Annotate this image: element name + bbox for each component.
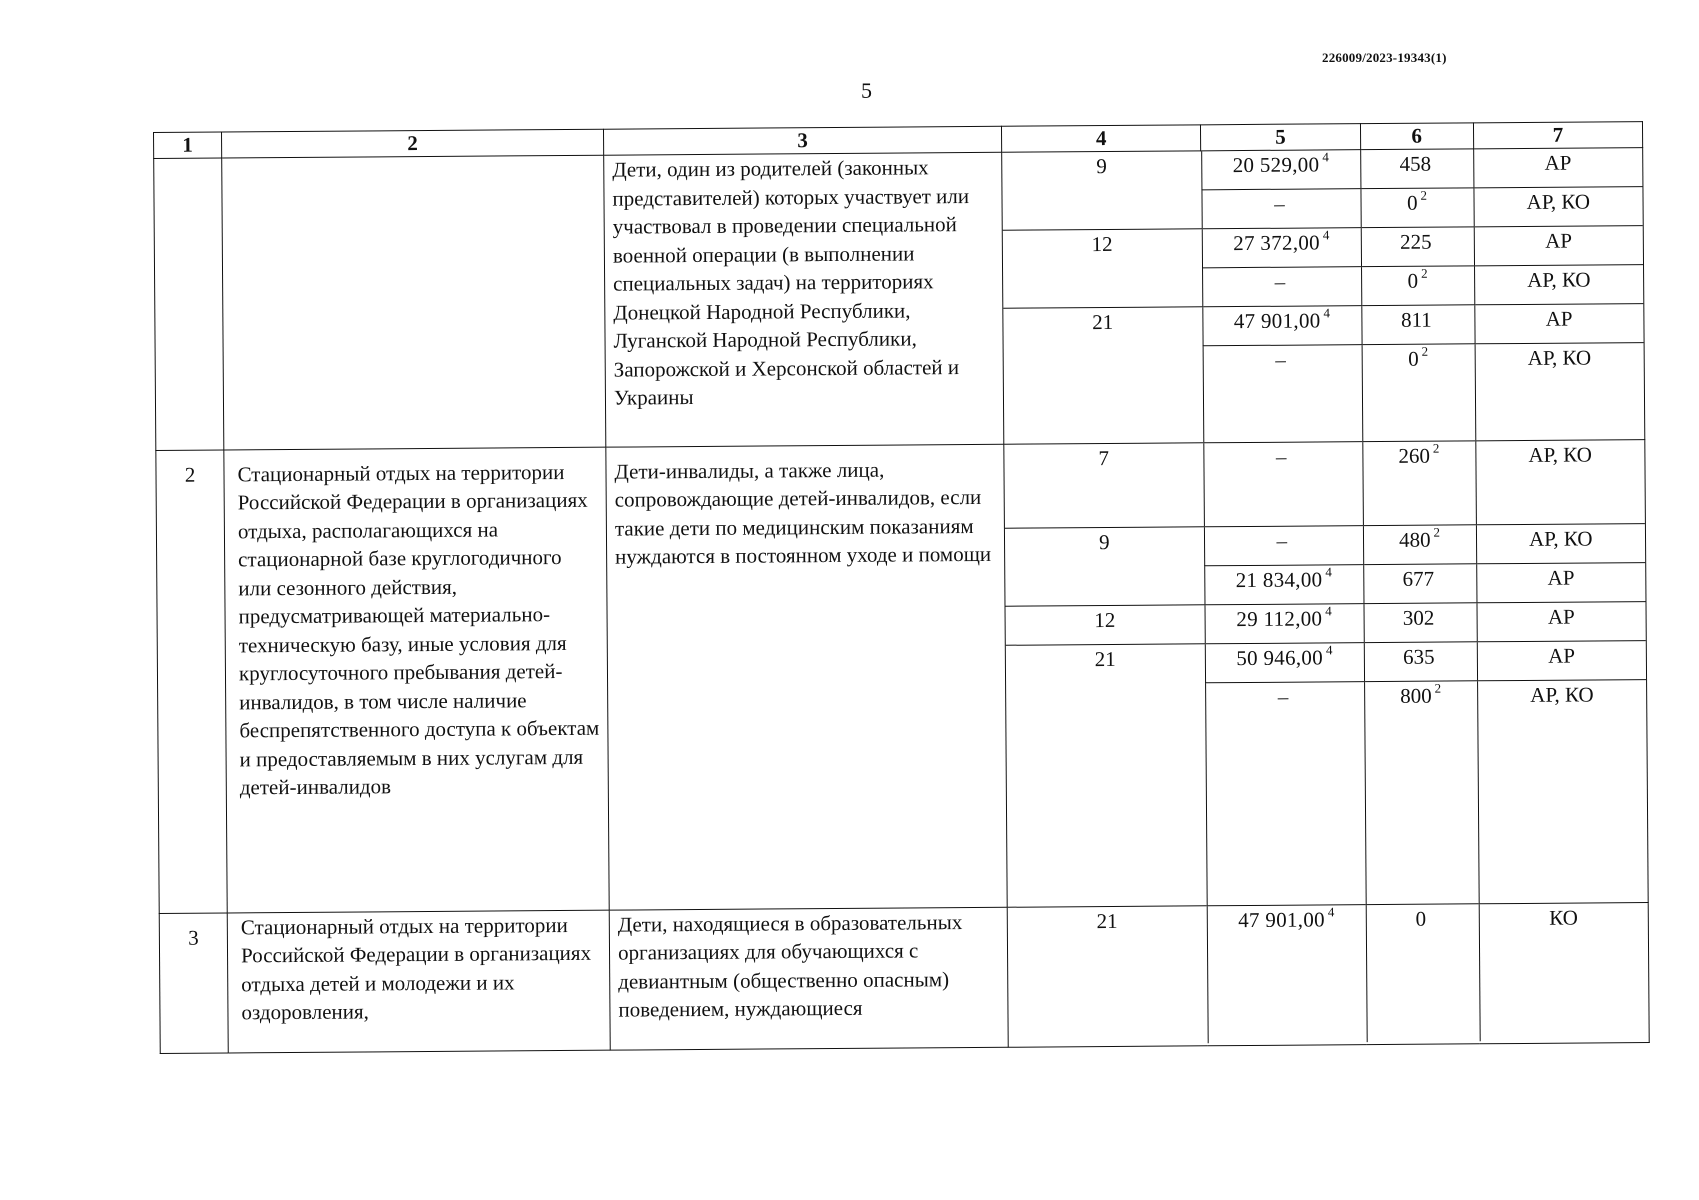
- sub-row: [1002, 187, 1642, 231]
- column-header: 3: [603, 126, 1001, 155]
- sub-row: [1004, 440, 1645, 529]
- sub-row: [1003, 265, 1643, 309]
- data-table: [153, 121, 1650, 1053]
- price-cell: –: [1203, 442, 1363, 527]
- days-cell: 9: [1098, 529, 1110, 555]
- service-type: Стационарный отдых на территории Российской Федерации в организациях отдыха, располагающихся на стационарной базе круглогодичного или сезонного действия, предусматривающей материально-техническую базу, иные условия для круглосуточного пребывания детей-инвалидов, в том числе наличие беспрепятственного доступа к объектам и предоставляемым в них услугам для детей-инвалидов: [224, 447, 609, 913]
- source-cell: АР, КО: [1473, 187, 1642, 227]
- sub-row: [1005, 524, 1645, 568]
- days-cell: [1003, 268, 1202, 308]
- table-row: [154, 148, 1645, 450]
- source-cell: АР, КО: [1476, 524, 1645, 564]
- price-cell: 47 901,00 $^4$: [1207, 905, 1367, 1043]
- days-cell: [1002, 190, 1201, 230]
- row-number: 3: [159, 912, 228, 1052]
- sub-row: [1002, 148, 1642, 191]
- source-cell: АР, КО: [1474, 265, 1643, 305]
- column-header: 7: [1473, 122, 1642, 149]
- price-cell: 50 946,00 $^4$: [1205, 643, 1364, 683]
- qty-cell: 800 $^2$: [1364, 681, 1479, 904]
- days-cell: 21: [1094, 646, 1116, 672]
- page-number: 5: [861, 78, 872, 103]
- price-cell: 27 372,00 $^4$: [1202, 228, 1361, 268]
- qty-cell: 302: [1363, 603, 1476, 643]
- days-cell: [1004, 346, 1204, 443]
- table-row: [159, 902, 1649, 1053]
- qty-cell: 0 $^2$: [1360, 188, 1473, 228]
- column-header: 5: [1201, 124, 1360, 151]
- recipient-category: Дети-инвалиды, а также лица, сопровождающие детей-инвалидов, если такие дети по медицинским показаниям нуждаются в постоянном уходе и помощи: [606, 444, 1007, 910]
- sub-row: [1006, 641, 1646, 685]
- qty-cell: 225: [1361, 227, 1474, 267]
- days-cell: 9: [1096, 154, 1107, 179]
- sub-row: [1003, 304, 1643, 348]
- qty-cell: 635: [1364, 642, 1477, 682]
- price-cell: 21 834,00 $^4$: [1204, 565, 1363, 605]
- source-cell: АР, КО: [1475, 440, 1645, 525]
- source-cell: АР: [1476, 602, 1645, 642]
- column-header: 4: [1001, 125, 1200, 152]
- source-cell: АР, КО: [1475, 343, 1645, 440]
- table-row: [156, 439, 1648, 913]
- sub-row: [1005, 602, 1645, 646]
- column-header: 1: [154, 132, 222, 158]
- recipient-category: Дети, находящиеся в образовательных организациях для обучающихся с девиантным (общественно опасным) поведением, нуждающиеся: [609, 907, 1008, 1050]
- qty-cell: 458: [1360, 149, 1473, 188]
- price-cell: –: [1205, 682, 1366, 905]
- qty-cell: 811: [1361, 305, 1474, 345]
- price-cell: –: [1204, 526, 1363, 566]
- sub-rows: [1007, 902, 1649, 1047]
- recipient-category: Дети, один из родителей (законных представителей) которых участвует или участвовал в проведении специальной военной операции (в выполнении специальных задач) на территориях Донецкой Народной Республики, Луганской Народной Республики, Запорожской и Херсонской областей и Украины: [604, 152, 1004, 446]
- column-header: 2: [222, 129, 604, 158]
- qty-cell: 677: [1363, 564, 1476, 604]
- days-cell: 21: [1096, 908, 1118, 933]
- sub-rows: [1004, 439, 1648, 907]
- price-cell: 29 112,00 $^4$: [1204, 604, 1363, 644]
- source-cell: АР: [1476, 563, 1645, 603]
- row-number: 2: [156, 449, 227, 912]
- price-cell: –: [1201, 189, 1360, 229]
- days-cell: 12: [1005, 605, 1204, 645]
- column-header: 6: [1360, 123, 1473, 150]
- days-cell: [1006, 683, 1207, 906]
- qty-cell: 0: [1366, 904, 1480, 1042]
- price-cell: 47 901,00 $^4$: [1202, 306, 1361, 346]
- sub-rows: [1002, 148, 1645, 444]
- sub-row: [1005, 563, 1645, 607]
- source-cell: АР: [1474, 304, 1643, 344]
- price-cell: 20 529,00 $^4$: [1201, 150, 1360, 190]
- days-cell: 7: [1004, 443, 1204, 528]
- row-number: [154, 158, 224, 450]
- service-type: Стационарный отдых на территории Российской Федерации в организациях отдыха детей и молодежи и их оздоровления,: [227, 910, 610, 1053]
- service-type: [222, 155, 606, 449]
- source-cell: КО: [1479, 903, 1649, 1041]
- qty-cell: 260 $^2$: [1362, 441, 1476, 526]
- sub-row: [1008, 903, 1649, 1045]
- days-cell: 12: [1091, 231, 1113, 257]
- sub-row: [1006, 680, 1648, 907]
- qty-cell: 0 $^2$: [1362, 344, 1476, 441]
- source-cell: АР: [1477, 641, 1646, 681]
- price-cell: –: [1203, 345, 1363, 442]
- qty-cell: 0 $^2$: [1361, 266, 1474, 306]
- source-cell: АР: [1474, 226, 1643, 266]
- sub-row: [1003, 226, 1643, 270]
- source-cell: АР: [1473, 148, 1642, 188]
- days-cell: [1005, 566, 1204, 606]
- document-id: 226009/2023-19343(1): [1322, 50, 1447, 65]
- sub-row: [1004, 343, 1645, 444]
- days-cell: 21: [1092, 309, 1114, 335]
- price-cell: –: [1202, 267, 1361, 307]
- qty-cell: 480 $^2$: [1363, 525, 1476, 565]
- source-cell: АР, КО: [1477, 680, 1648, 903]
